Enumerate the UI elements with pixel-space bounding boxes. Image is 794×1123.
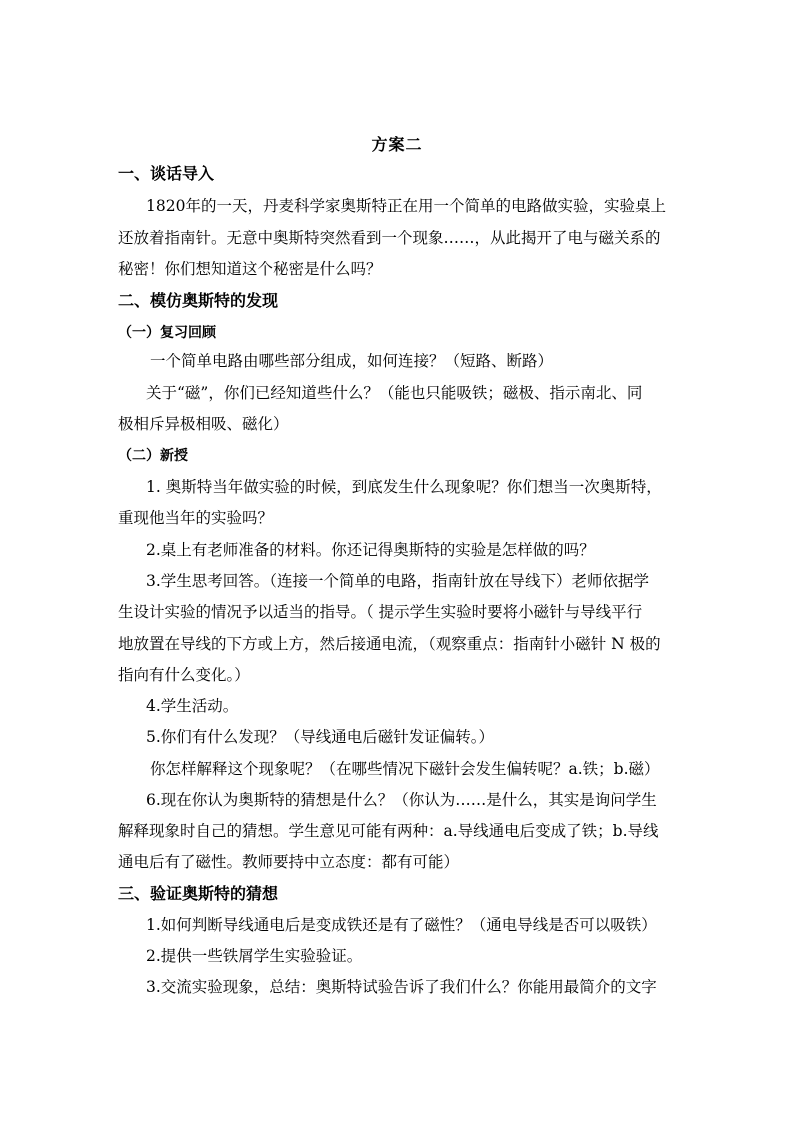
section-heading-2: 二、模仿奥斯特的发现 <box>118 291 279 310</box>
paragraph-line: 1820年的一天，丹麦科学家奥斯特正在用一个简单的电路做实验，实验桌上 <box>146 197 666 215</box>
paragraph-line: 3.学生思考回答。（连接一个简单的电路，指南针放在导线下）老师依据学 <box>146 572 650 590</box>
paragraph-line: 还放着指南针。无意中奥斯特突然看到一个现象……，从此揭开了电与磁关系的 <box>118 229 661 247</box>
paragraph-line: 6.现在你认为奥斯特的猜想是什么？（你认为……是什么，其实是询问学生 <box>146 791 657 809</box>
section-heading-1: 一、谈话导入 <box>118 164 215 183</box>
subsection-heading: （二）新授 <box>118 448 188 464</box>
paragraph-line: 你怎样解释这个现象呢？（在哪些情况下磁针会发生偏转呢？a.铁；b.磁） <box>150 760 660 778</box>
paragraph-line: 生设计实验的情况予以适当的指导。（ 提示学生实验时要将小磁针与导线平行 <box>118 603 643 621</box>
subsection-heading: （一）复习回顾 <box>118 325 216 341</box>
paragraph-line: 一个简单电路由哪些部分组成，如何连接？（短路、断路） <box>150 352 554 370</box>
paragraph-line: 2.提供一些铁屑学生实验验证。 <box>146 947 363 965</box>
paragraph-line: 5.你们有什么发现？（导线通电后磁针发证偏转。） <box>146 728 495 746</box>
paragraph-line: 1.如何判断导线通电后是变成铁还是有了磁性？（通电导线是否可以吸铁） <box>146 916 657 934</box>
paragraph-line: 3.交流实验现象，总结：奥斯特试验告诉了我们什么？你能用最简介的文字 <box>146 978 657 996</box>
paragraph-line: 指向有什么变化。） <box>118 666 250 684</box>
paragraph-line: 地放置在导线的下方或上方，然后接通电流，（观察重点：指南针小磁针 N 极的 <box>118 635 661 653</box>
paragraph-line: 通电后有了磁性。教师要持中立态度：都有可能） <box>118 853 460 871</box>
paragraph-line: 秘密！你们想知道这个秘密是什么吗？ <box>118 260 382 278</box>
paragraph-line: 关于“磁”，你们已经知道些什么？（能也只能吸铁；磁极、指示南北、同 <box>146 384 643 402</box>
paragraph-line: 重现他当年的实验吗？ <box>118 509 274 527</box>
document-title: 方案二 <box>371 135 423 154</box>
paragraph-line: 解释现象时自己的猜想。学生意见可能有两种：a.导线通电后变成了铁；b.导线 <box>118 822 659 840</box>
paragraph-line: 1. 奥斯特当年做实验的时候，到底发生什么现象呢？你们想当一次奥斯特， <box>146 478 662 496</box>
paragraph-line: 2.桌上有老师准备的材料。你还记得奥斯特的实验是怎样做的吗？ <box>146 541 595 559</box>
paragraph-line: 4.学生活动。 <box>146 697 239 715</box>
section-heading-3: 三、验证奥斯特的猜想 <box>118 884 279 903</box>
paragraph-line: 极相斥异极相吸、磁化） <box>118 415 289 433</box>
